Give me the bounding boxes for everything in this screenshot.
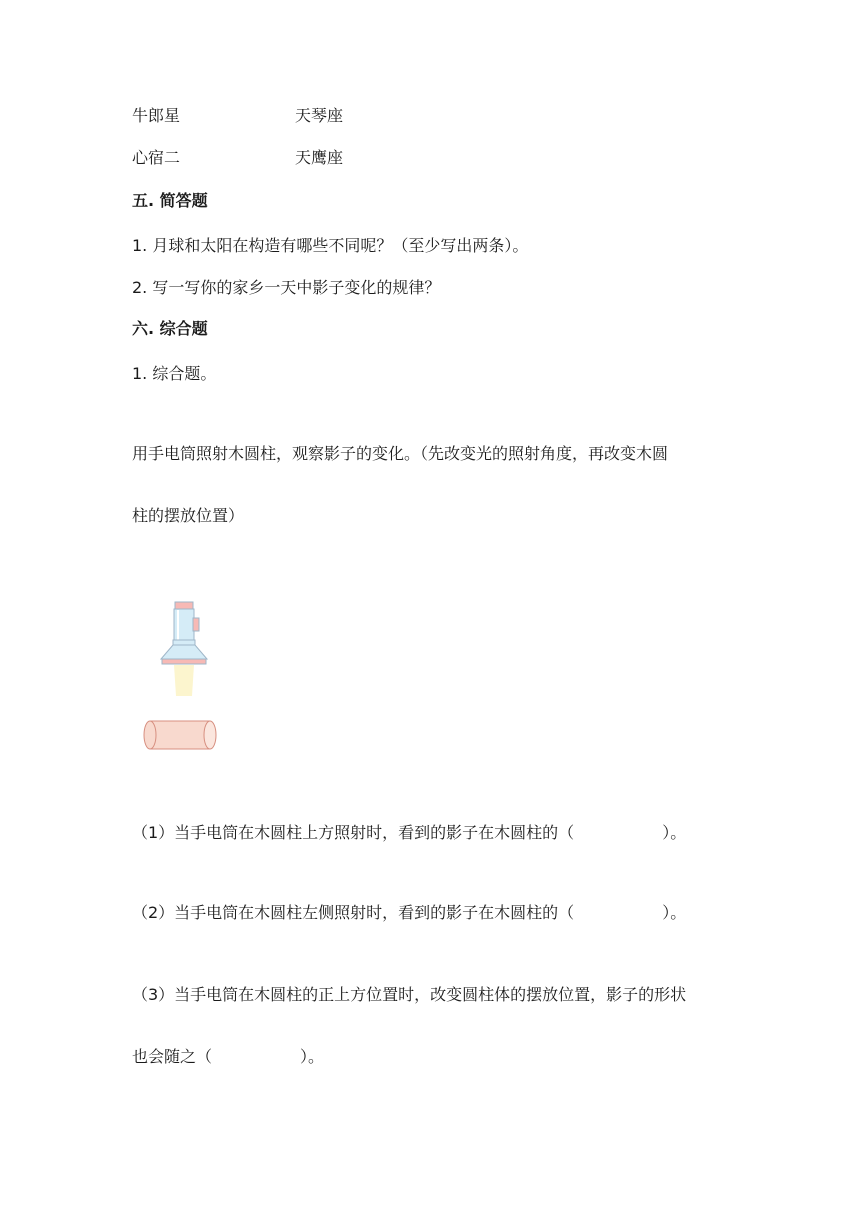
section-6-heading: 六. 综合题 (132, 319, 208, 338)
matching-left-2: 心宿二 (132, 148, 181, 167)
sub-question-1-end: ）。 (662, 823, 687, 842)
sub-question-2-text: （2）当手电筒在木圆柱左侧照射时，看到的影子在木圆柱的（ (132, 903, 575, 922)
sub-question-3-line-1: （3）当手电筒在木圆柱的正上方位置时，改变圆柱体的摆放位置，影子的形状 (132, 985, 687, 1004)
sub-question-2-end: ）。 (662, 903, 687, 922)
sub-question-3-text: 也会随之（ (132, 1047, 213, 1066)
experiment-intro-line-2: 柱的摆放位置） (132, 506, 245, 525)
short-answer-question-1: 1. 月球和太阳在构造有哪些不同呢？（至少写出两条）。 (132, 236, 529, 255)
section-5-heading: 五. 简答题 (132, 191, 208, 210)
comprehensive-question-1: 1. 综合题。 (132, 364, 217, 383)
light-beam (174, 665, 194, 696)
experiment-intro-line-1: 用手电筒照射木圆柱，观察影子的变化。（先改变光的照射角度，再改变木圆 (132, 444, 669, 463)
sub-question-3-end: ）。 (300, 1047, 325, 1066)
flashlight-icon (161, 602, 207, 664)
sub-question-2 (132, 903, 686, 923)
short-answer-question-2: 2. 写一写你的家乡一天中影子变化的规律？ (132, 278, 441, 297)
matching-left-1: 牛郎星 (132, 106, 181, 125)
flashlight-and-cylinder-illustration (140, 596, 230, 756)
sub-question-3-line-2 (132, 1047, 324, 1067)
wooden-cylinder-icon (144, 721, 216, 749)
matching-right-1: 天琴座 (295, 106, 344, 125)
sub-question-1 (132, 823, 686, 843)
matching-right-2: 天鹰座 (295, 148, 344, 167)
sub-question-1-text: （1）当手电筒在木圆柱上方照射时，看到的影子在木圆柱的（ (132, 823, 575, 842)
